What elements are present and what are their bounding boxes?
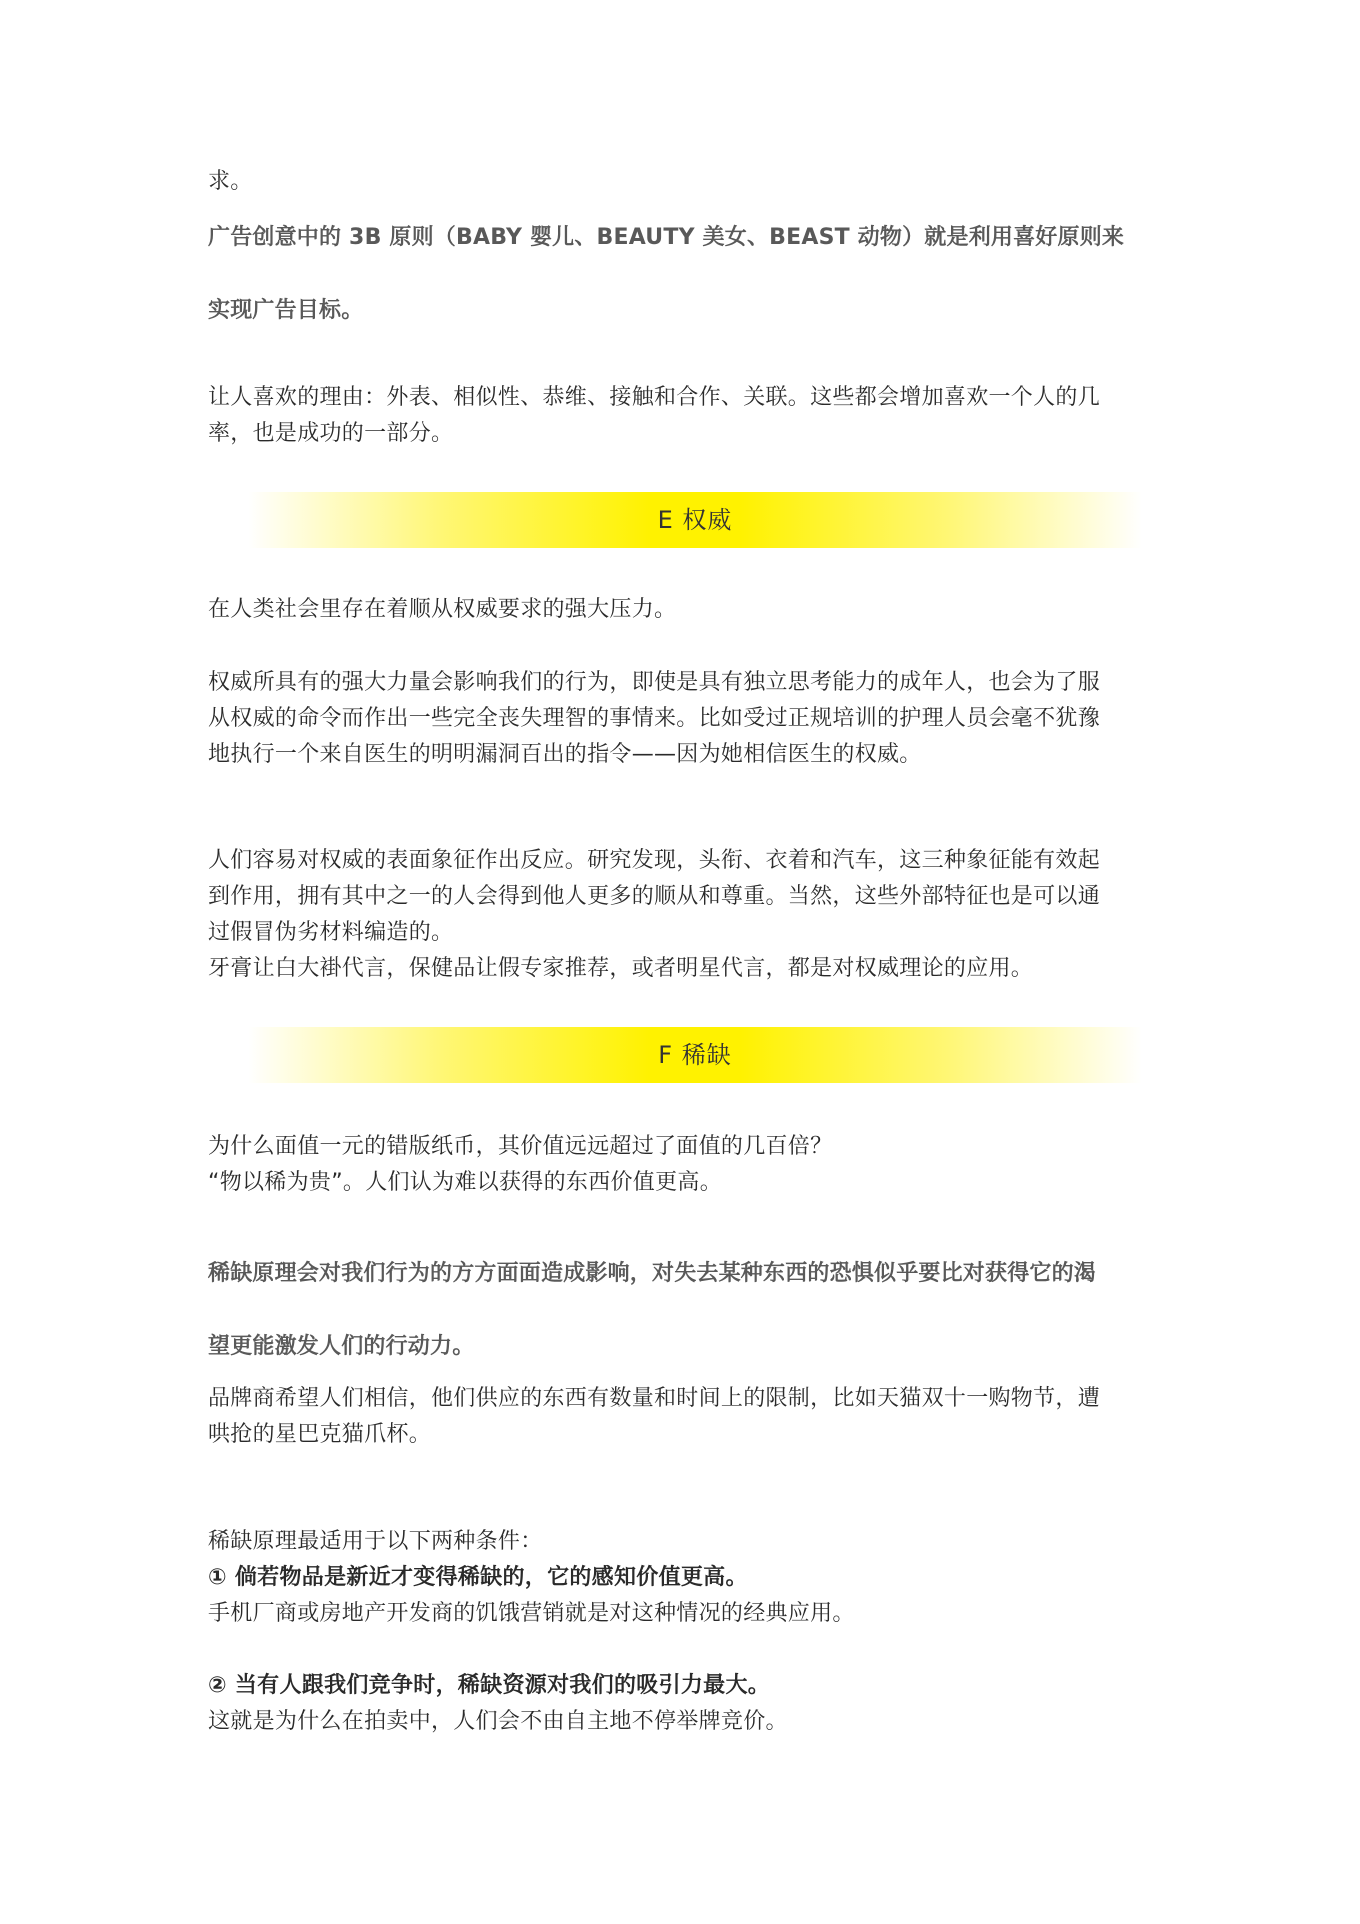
text-line: 在人类社会里存在着顺从权威要求的强大压力。 bbox=[208, 597, 677, 622]
section-banner-authority bbox=[248, 492, 1142, 548]
text-line: 求。 bbox=[208, 169, 253, 194]
text-line-bold: 实现广告目标。 bbox=[208, 298, 364, 323]
text-line: 让人喜欢的理由：外表、相似性、恭维、接触和合作、关联。这些都会增加喜欢一个人的几 bbox=[208, 385, 1101, 410]
text-line: 从权威的命令而作出一些完全丧失理智的事情来。比如受过正规培训的护理人员会毫不犹豫 bbox=[208, 706, 1101, 731]
text-line-bold: 望更能激发人们的行动力。 bbox=[208, 1334, 475, 1359]
text-line: 品牌商希望人们相信，他们供应的东西有数量和时间上的限制，比如天猫双十一购物节，遭 bbox=[208, 1386, 1101, 1411]
text-line: 稀缺原理最适用于以下两种条件： bbox=[208, 1529, 543, 1554]
text-line-bold: 稀缺原理会对我们行为的方方面面造成影响，对失去某种东西的恐惧似乎要比对获得它的渴 bbox=[208, 1261, 1097, 1286]
text-line: 为什么面值一元的错版纸币，其价值远远超过了面值的几百倍？ bbox=[208, 1134, 833, 1159]
text-line-bold: ② 当有人跟我们竞争时，稀缺资源对我们的吸引力最大。 bbox=[208, 1673, 771, 1698]
text-line: 这就是为什么在拍卖中，人们会不由自主地不停举牌竞价。 bbox=[208, 1709, 788, 1734]
text-line-bold: ① 倘若物品是新近才变得稀缺的，它的感知价值更高。 bbox=[208, 1565, 748, 1590]
text-line-bold: 广告创意中的 3B 原则（BABY 婴儿、BEAUTY 美女、BEAST 动物）就是利用喜好原则来 bbox=[208, 225, 1125, 250]
text-line: 过假冒伪劣材料编造的。 bbox=[208, 920, 454, 945]
text-line: 率，也是成功的一部分。 bbox=[208, 421, 454, 446]
section-title: E 权威 bbox=[657, 506, 733, 534]
text-line: 地执行一个来自医生的明明漏洞百出的指令——因为她相信医生的权威。 bbox=[208, 742, 922, 767]
text-line: 人们容易对权威的表面象征作出反应。研究发现，头衔、衣着和汽车，这三种象征能有效起 bbox=[208, 848, 1101, 873]
text-line: 牙膏让白大褂代言，保健品让假专家推荐，或者明星代言，都是对权威理论的应用。 bbox=[208, 956, 1034, 981]
text-line: 到作用，拥有其中之一的人会得到他人更多的顺从和尊重。当然，这些外部特征也是可以通 bbox=[208, 884, 1101, 909]
text-line: 手机厂商或房地产开发商的饥饿营销就是对这种情况的经典应用。 bbox=[208, 1601, 855, 1626]
text-line: “物以稀为贵”。人们认为难以获得的东西价值更高。 bbox=[208, 1170, 722, 1195]
text-line: 权威所具有的强大力量会影响我们的行为，即使是具有独立思考能力的成年人，也会为了服 bbox=[208, 670, 1101, 695]
section-banner-scarcity bbox=[248, 1027, 1142, 1083]
text-line: 哄抢的星巴克猫爪杯。 bbox=[208, 1422, 432, 1447]
section-title: F 稀缺 bbox=[658, 1041, 732, 1069]
